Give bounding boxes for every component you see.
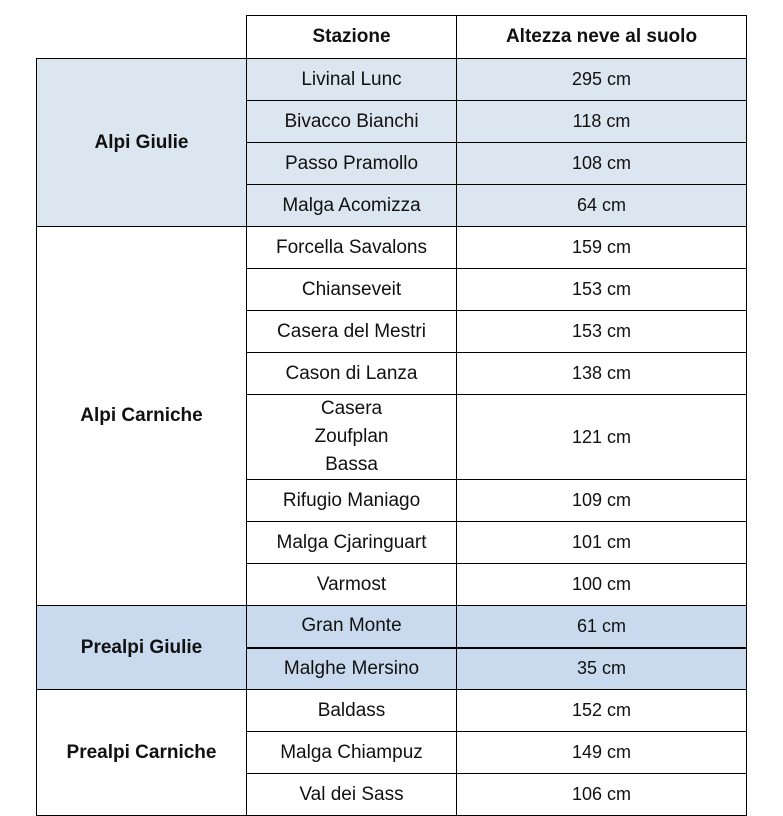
depth-cell: 159 cm	[457, 227, 747, 269]
table-row	[37, 606, 747, 648]
station-cell: Varmost	[247, 564, 457, 606]
station-cell: Malga Cjaringuart	[247, 522, 457, 564]
depth-cell: 153 cm	[457, 311, 747, 353]
depth-cell: 152 cm	[457, 690, 747, 732]
depth-cell: 149 cm	[457, 732, 747, 774]
snow-depth-table-container	[36, 15, 747, 816]
station-cell: Cason di Lanza	[247, 353, 457, 395]
depth-cell: 121 cm	[457, 395, 747, 480]
depth-cell: 61 cm	[457, 606, 747, 648]
group-cell-alpi-giulie: Alpi Giulie	[37, 59, 247, 227]
station-cell: Casera Zoufplan Bassa	[247, 395, 457, 480]
station-cell: Casera del Mestri	[247, 311, 457, 353]
station-cell: Val dei Sass	[247, 774, 457, 816]
depth-cell: 295 cm	[457, 59, 747, 101]
depth-cell: 106 cm	[457, 774, 747, 816]
station-cell: Baldass	[247, 690, 457, 732]
header-corner	[37, 16, 247, 59]
depth-cell: 138 cm	[457, 353, 747, 395]
depth-cell: 109 cm	[457, 480, 747, 522]
depth-cell: 153 cm	[457, 269, 747, 311]
station-cell: Chianseveit	[247, 269, 457, 311]
depth-cell: 108 cm	[457, 143, 747, 185]
header-snow-depth: Altezza neve al suolo	[457, 16, 747, 59]
station-cell: Malga Acomizza	[247, 185, 457, 227]
table-row	[37, 227, 747, 269]
table-row	[37, 59, 747, 101]
header-station: Stazione	[247, 16, 457, 59]
table-header-row	[37, 16, 747, 59]
station-cell: Forcella Savalons	[247, 227, 457, 269]
group-cell-alpi-carniche: Alpi Carniche	[37, 227, 247, 606]
station-cell: Bivacco Bianchi	[247, 101, 457, 143]
station-cell: Livinal Lunc	[247, 59, 457, 101]
depth-cell: 35 cm	[457, 648, 747, 690]
table-row	[37, 690, 747, 732]
group-cell-prealpi-giulie: Prealpi Giulie	[37, 606, 247, 690]
depth-cell: 101 cm	[457, 522, 747, 564]
depth-cell: 100 cm	[457, 564, 747, 606]
station-cell: Malghe Mersino	[247, 648, 457, 690]
group-cell-prealpi-carniche: Prealpi Carniche	[37, 690, 247, 816]
station-cell: Malga Chiampuz	[247, 732, 457, 774]
depth-cell: 118 cm	[457, 101, 747, 143]
snow-depth-table	[36, 15, 747, 816]
depth-cell: 64 cm	[457, 185, 747, 227]
station-cell: Rifugio Maniago	[247, 480, 457, 522]
station-cell: Passo Pramollo	[247, 143, 457, 185]
station-cell: Gran Monte	[247, 606, 457, 648]
